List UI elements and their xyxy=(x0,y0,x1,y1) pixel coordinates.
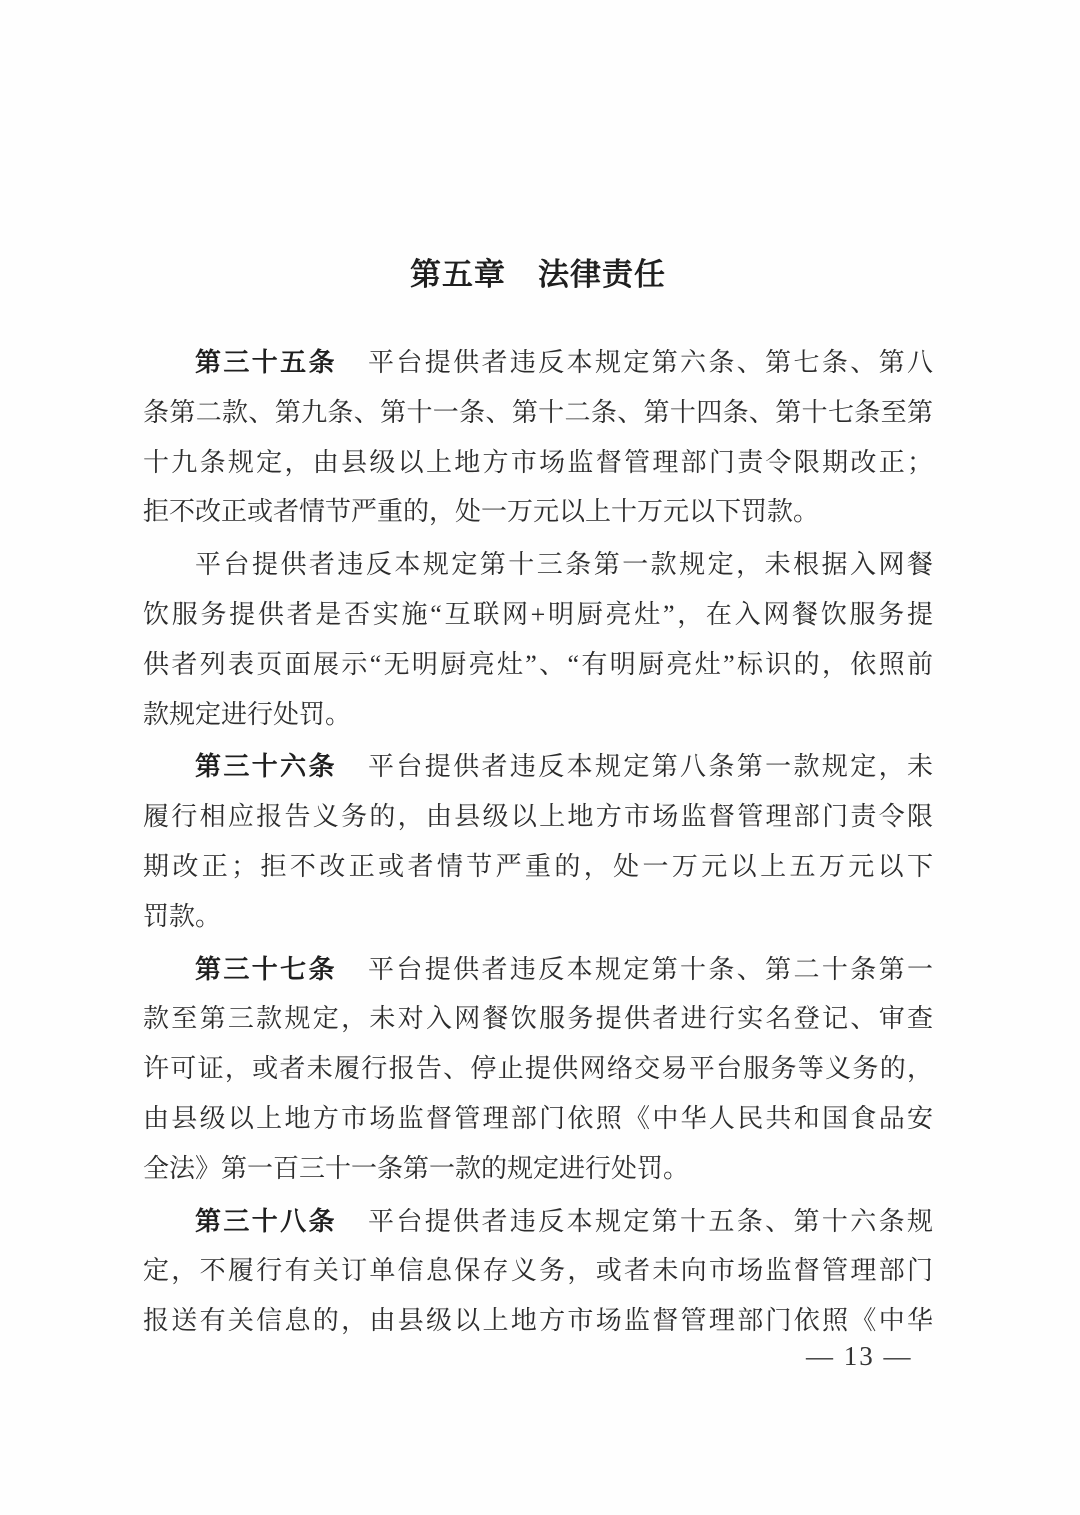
article-number: 第三十七条 xyxy=(195,953,337,984)
article-number: 第三十八条 xyxy=(195,1205,337,1236)
chapter-title: 第五章 法律责任 xyxy=(410,257,666,292)
text-line xyxy=(143,1197,933,1247)
line-text: 平台提供者违反本规定第八条第一款规定，未 xyxy=(368,752,933,782)
document-body xyxy=(143,338,933,1346)
page-number: — 13 — xyxy=(806,1341,913,1371)
article-number: 第三十六条 xyxy=(195,751,337,782)
article-paragraph xyxy=(143,1197,933,1346)
text-line: 供者列表页面展示“无明厨亮灶”、“有明厨亮灶”标识的，依照前 xyxy=(143,649,933,679)
line-text: 平台提供者违反本规定第十三条第一款规定，未根据入网餐 xyxy=(195,550,933,580)
line-text: 平台提供者违反本规定第六条、第七条、第八 xyxy=(368,348,933,377)
text-line xyxy=(143,742,933,792)
text-line: 条第二款、第九条、第十一条、第十二条、第十四条、第十七条至第 xyxy=(143,397,933,427)
text-line: 由县级以上地方市场监督管理部门依照《中华人民共和国食品安 xyxy=(143,1103,933,1133)
text-line: 款至第三款规定，未对入网餐饮服务提供者进行实名登记、审查 xyxy=(143,1004,933,1034)
article-paragraph xyxy=(143,742,933,941)
article-paragraph xyxy=(143,945,933,1194)
text-line: 十九条规定，由县级以上地方市场监督管理部门责令限期改正； xyxy=(143,447,933,477)
article-paragraph xyxy=(143,338,933,537)
article-paragraph xyxy=(143,540,933,739)
text-line: 款规定进行处罚。 xyxy=(143,699,352,729)
text-line xyxy=(143,540,933,590)
text-line: 期改正；拒不改正或者情节严重的，处一万元以上五万元以下 xyxy=(143,851,933,881)
article-number: 第三十五条 xyxy=(195,347,337,377)
text-line: 定，不履行有关订单信息保存义务，或者未向市场监督管理部门 xyxy=(143,1256,933,1286)
line-text: 平台提供者违反本规定第十条、第二十条第一 xyxy=(368,954,933,984)
text-line: 罚款。 xyxy=(143,901,222,931)
line-text: 平台提供者违反本规定第十五条、第十六条规 xyxy=(368,1206,933,1236)
text-line: 全法》第一百三十一条第一款的规定进行处罚。 xyxy=(143,1153,690,1183)
text-line xyxy=(143,945,933,995)
text-line xyxy=(143,338,933,388)
text-line: 饮服务提供者是否实施“互联网+明厨亮灶”，在入网餐饮服务提 xyxy=(143,599,933,629)
text-line: 报送有关信息的，由县级以上地方市场监督管理部门依照《中华 xyxy=(143,1306,933,1336)
text-line: 拒不改正或者情节严重的，处一万元以上十万元以下罚款。 xyxy=(143,497,820,527)
text-line: 履行相应报告义务的，由县级以上地方市场监督管理部门责令限 xyxy=(143,802,933,832)
text-line: 许可证，或者未履行报告、停止提供网络交易平台服务等义务的， xyxy=(143,1054,933,1084)
